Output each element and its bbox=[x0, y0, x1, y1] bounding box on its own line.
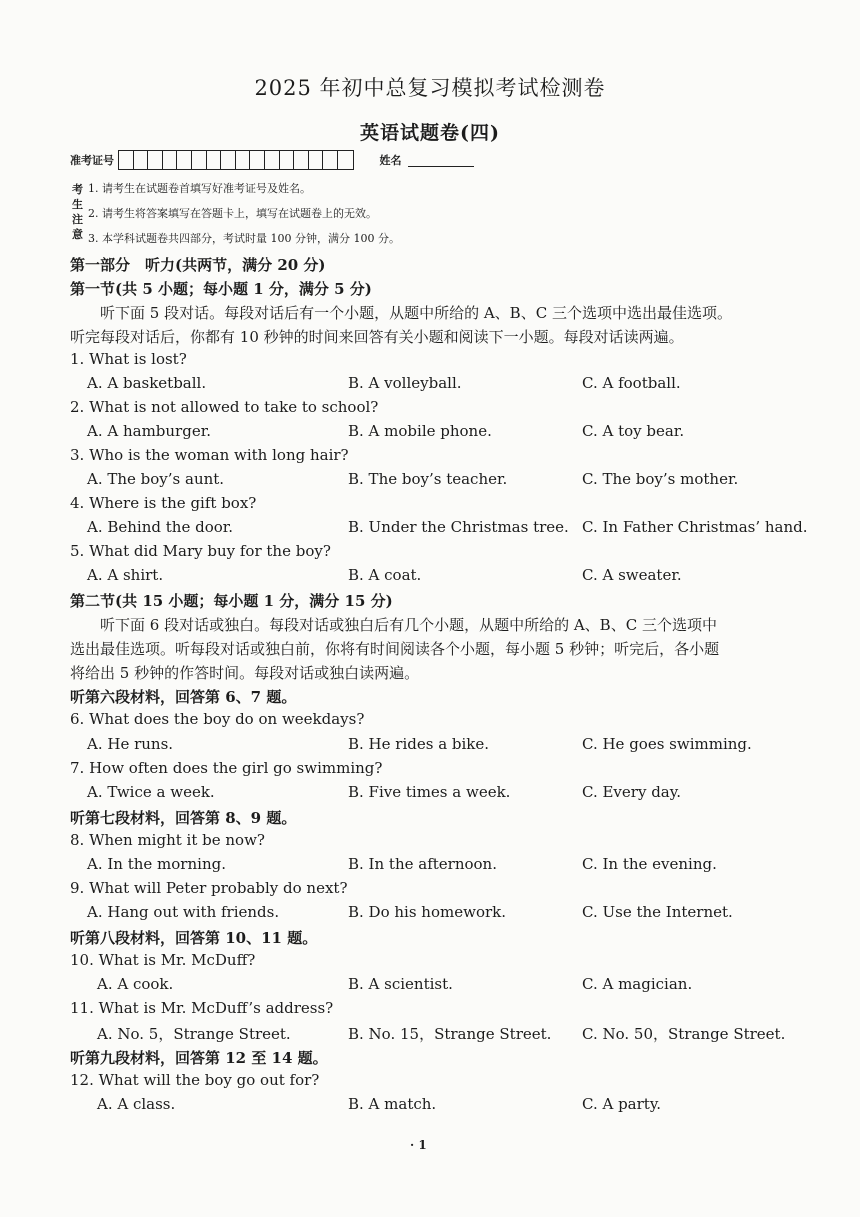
question-5: 5. What did Mary buy for the boy? bbox=[70, 542, 331, 560]
option-a: A. A hamburger. bbox=[87, 422, 211, 440]
material-7-heading: 听第七段材料，回答第 8、9 题。 bbox=[70, 809, 297, 827]
question-1: 1. What is lost? bbox=[70, 350, 187, 368]
section2-heading: 第二节(共 15 小题；每小题 1 分，满分 15 分) bbox=[70, 592, 393, 610]
option-b: B. No. 15，Strange Street. bbox=[348, 1025, 552, 1043]
option-c: C. The boy’s mother. bbox=[582, 470, 739, 488]
question-11: 11. What is Mr. McDuff’s address? bbox=[70, 999, 334, 1017]
material-8-heading: 听第八段材料，回答第 10、11 题。 bbox=[70, 929, 318, 947]
question-7: 7. How often does the girl go swimming? bbox=[70, 759, 383, 777]
option-c: C. In the evening. bbox=[582, 855, 717, 873]
exam-notes bbox=[70, 178, 790, 244]
option-b: B. A match. bbox=[348, 1095, 437, 1113]
option-a: A. No. 5，Strange Street. bbox=[97, 1025, 291, 1043]
section1-heading: 第一节(共 5 小题；每小题 1 分，满分 5 分) bbox=[70, 280, 372, 298]
name-label: 姓名 bbox=[379, 154, 402, 167]
option-a: A. Hang out with friends. bbox=[87, 903, 280, 921]
option-a: A. In the morning. bbox=[87, 855, 226, 873]
paper-subtitle: 英语试题卷(四) bbox=[360, 122, 500, 144]
option-b: B. A coat. bbox=[348, 566, 422, 584]
option-b: B. Under the Christmas tree. bbox=[348, 518, 569, 536]
option-c: C. He goes swimming. bbox=[582, 735, 752, 753]
option-c: C. No. 50，Strange Street. bbox=[582, 1025, 786, 1043]
option-c: C. A magician. bbox=[582, 975, 693, 993]
section1-instruction: 听完每段对话后，你都有 10 秒钟的时间来回答有关小题和阅读下一小题。每段对话读两遍。 bbox=[70, 328, 684, 346]
part1-heading: 第一部分 听力(共两节，满分 20 分) bbox=[70, 256, 326, 274]
option-c: C. Every day. bbox=[582, 783, 681, 801]
question-8: 8. When might it be now? bbox=[70, 831, 265, 849]
notes-label: 考生注意 bbox=[72, 183, 83, 241]
question-10: 10. What is Mr. McDuff? bbox=[70, 951, 256, 969]
material-6-heading: 听第六段材料，回答第 6、7 题。 bbox=[70, 688, 297, 706]
question-6: 6. What does the boy do on weekdays? bbox=[70, 710, 365, 728]
question-3: 3. Who is the woman with long hair? bbox=[70, 446, 349, 464]
candidate-info-row bbox=[70, 150, 474, 170]
option-b: B. In the afternoon. bbox=[348, 855, 497, 873]
option-b: B. The boy’s teacher. bbox=[348, 470, 508, 488]
option-c: C. Use the Internet. bbox=[582, 903, 733, 921]
question-4: 4. Where is the gift box? bbox=[70, 494, 257, 512]
option-a: A. Twice a week. bbox=[87, 783, 215, 801]
option-c: C. A football. bbox=[582, 374, 681, 392]
option-b: B. He rides a bike. bbox=[348, 735, 490, 753]
option-b: B. A volleyball. bbox=[348, 374, 462, 392]
option-c: C. In Father Christmas’ hand. bbox=[582, 518, 808, 536]
option-a: A. He runs. bbox=[87, 735, 174, 753]
id-label: 准考证号 bbox=[70, 154, 114, 167]
section2-instruction: 选出最佳选项。听每段对话或独白前，你将有时间阅读各个小题，每小题 5 秒钟；听完后，各小题 bbox=[70, 640, 720, 658]
option-b: B. A mobile phone. bbox=[348, 422, 492, 440]
option-a: A. A class. bbox=[97, 1095, 176, 1113]
question-12: 12. What will the boy go out for? bbox=[70, 1071, 320, 1089]
question-9: 9. What will Peter probably do next? bbox=[70, 879, 348, 897]
option-a: A. Behind the door. bbox=[87, 518, 234, 536]
option-a: A. A cook. bbox=[97, 975, 174, 993]
id-number-boxes[interactable] bbox=[118, 150, 354, 170]
option-b: B. A scientist. bbox=[348, 975, 453, 993]
note-item: 1. 请考生在试题卷首填写好准考证号及姓名。 bbox=[88, 182, 311, 195]
page-number: · 1 bbox=[410, 1138, 427, 1152]
option-c: C. A sweater. bbox=[582, 566, 682, 584]
option-a: A. The boy’s aunt. bbox=[87, 470, 225, 488]
note-item: 2. 请考生将答案填写在答题卡上，填写在试题卷上的无效。 bbox=[88, 207, 377, 220]
section2-instruction: 将给出 5 秒钟的作答时间。每段对话或独白读两遍。 bbox=[70, 664, 420, 682]
material-9-heading: 听第九段材料，回答第 12 至 14 题。 bbox=[70, 1049, 328, 1067]
option-b: B. Five times a week. bbox=[348, 783, 511, 801]
section1-instruction: 听下面 5 段对话。每段对话后有一个小题，从题中所给的 A、B、C 三个选项中选出最佳选项。 bbox=[70, 304, 732, 322]
option-a: A. A shirt. bbox=[87, 566, 164, 584]
option-b: B. Do his homework. bbox=[348, 903, 506, 921]
note-item: 3. 本学科试题卷共四部分，考试时量 100 分钟，满分 100 分。 bbox=[88, 232, 400, 245]
section2-instruction: 听下面 6 段对话或独白。每段对话或独白后有几个小题，从题中所给的 A、B、C 三个选项中 bbox=[70, 616, 717, 634]
option-c: C. A toy bear. bbox=[582, 422, 685, 440]
option-c: C. A party. bbox=[582, 1095, 662, 1113]
option-a: A. A basketball. bbox=[87, 374, 207, 392]
name-field[interactable] bbox=[408, 154, 474, 167]
exam-title: 2025 年初中总复习模拟考试检测卷 bbox=[254, 76, 606, 100]
question-2: 2. What is not allowed to take to school? bbox=[70, 398, 379, 416]
